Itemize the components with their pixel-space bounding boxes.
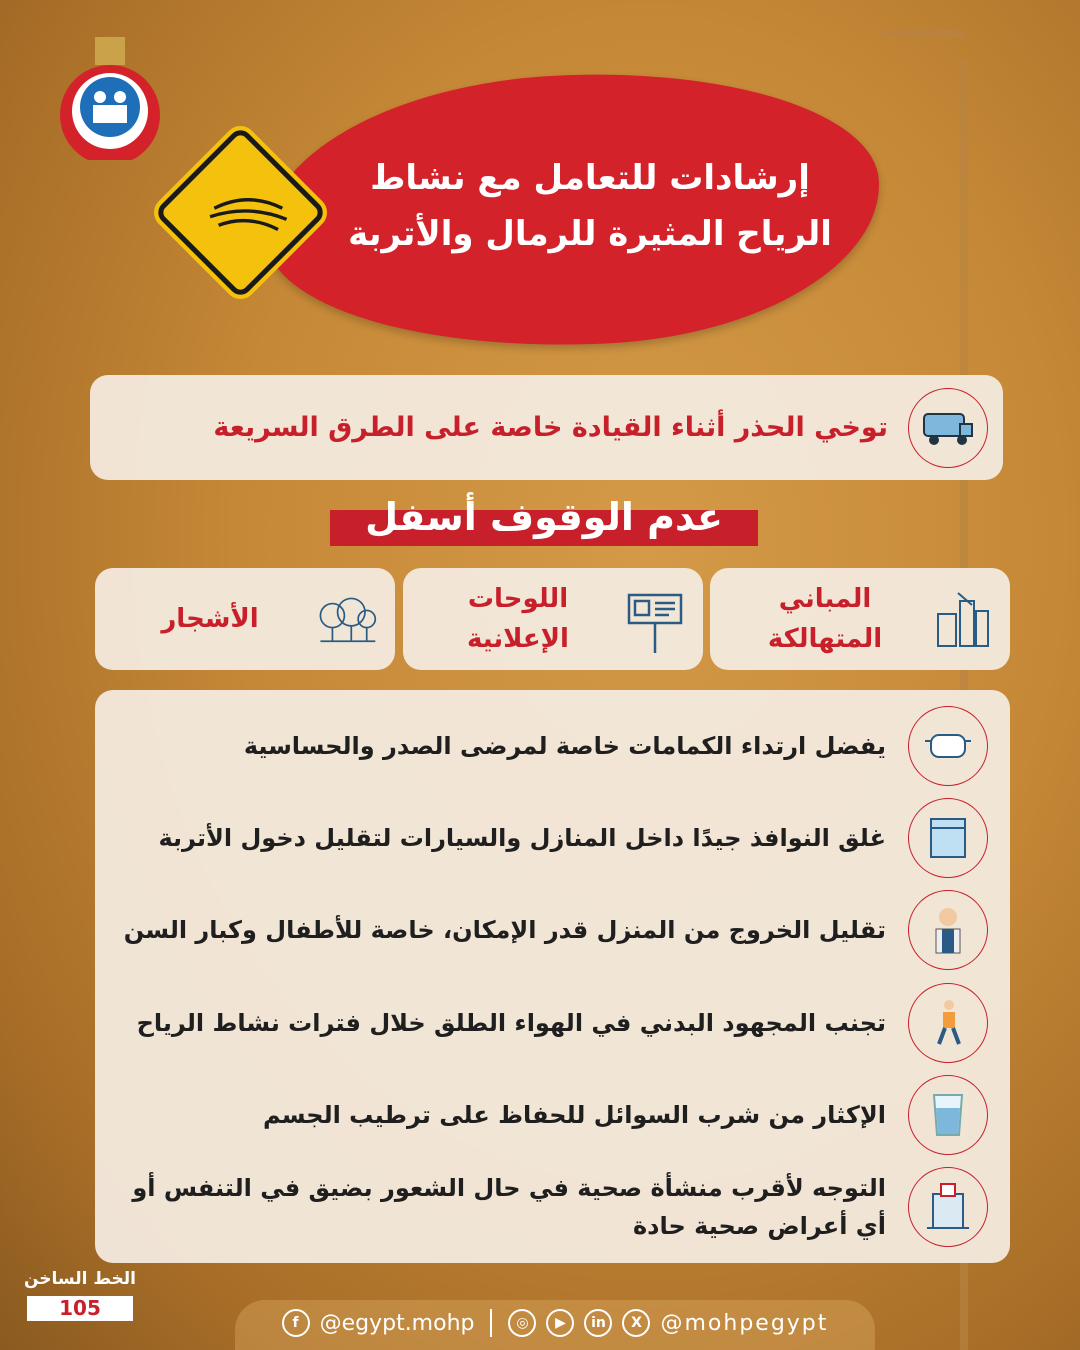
ministry-logo xyxy=(55,35,165,160)
no-standing-buildings xyxy=(710,568,1010,670)
title-line-2: الرياح المثيرة للرمال والأتربة xyxy=(348,214,832,254)
hospital-icon xyxy=(908,1167,988,1247)
street-lamp-arm xyxy=(880,30,965,38)
driving-card xyxy=(90,375,1003,480)
label-line-1: الأشجار xyxy=(161,604,259,634)
no-standing-trees xyxy=(95,568,395,670)
walking-icon xyxy=(908,983,988,1063)
tip-text: الإكثار من شرب السوائل للحفاظ على ترطيب الجسم xyxy=(263,1100,886,1129)
tip-text: يفضل ارتداء الكمامات خاصة لمرضى الصدر والحساسية xyxy=(243,732,886,760)
elderly-icon xyxy=(908,890,988,970)
page-title xyxy=(315,150,865,262)
linkedin-icon[interactable]: in xyxy=(584,1309,612,1337)
tip-text: التوجه لأقرب منشأة صحية في حال الشعور بضيق في التنفس أو أي أعراض صحية حادة xyxy=(132,1173,886,1240)
facebook-handle[interactable]: @egypt.mohp xyxy=(319,1310,475,1336)
buildings-icon xyxy=(932,589,992,649)
label-line-1: المباني xyxy=(778,584,872,614)
water-glass-icon xyxy=(908,1075,988,1155)
hotline-label: الخط الساخن xyxy=(23,1269,137,1289)
driving-text: توخي الحذر أثناء القيادة خاصة على الطرق السريعة xyxy=(213,411,888,443)
no-standing-billboards xyxy=(403,568,703,670)
tip-item xyxy=(115,888,988,972)
youtube-icon[interactable]: ▶ xyxy=(546,1309,574,1337)
label-line-1: اللوحات xyxy=(467,584,569,614)
instagram-icon[interactable]: ◎ xyxy=(508,1309,536,1337)
social-handle[interactable]: @mohpegypt xyxy=(660,1310,829,1336)
x-icon[interactable]: X xyxy=(622,1309,650,1337)
car-icon xyxy=(908,388,988,468)
tip-text: تقليل الخروج من المنزل قدر الإمكان، خاصة للأطفال وكبار السن xyxy=(123,916,886,945)
window-icon xyxy=(908,798,988,878)
trees-icon xyxy=(317,589,377,649)
social-bar xyxy=(235,1300,875,1350)
mask-icon xyxy=(908,706,988,786)
label-line-2: الإعلانية xyxy=(467,624,569,654)
label-line-2: المتهالكة xyxy=(767,624,883,654)
facebook-icon[interactable]: f xyxy=(282,1309,310,1337)
tip-text: غلق النوافذ جيدًا داخل المنازل والسيارات لتقليل دخول الأتربة xyxy=(158,824,886,853)
tip-item xyxy=(115,796,988,880)
tip-item xyxy=(115,704,988,788)
hotline-number[interactable]: 105 xyxy=(27,1296,133,1321)
divider xyxy=(490,1309,492,1337)
title-line-1: إرشادات للتعامل مع نشاط xyxy=(370,158,810,198)
no-standing-heading: عدم الوقوف أسفل xyxy=(365,495,723,539)
tips-card xyxy=(95,690,1010,1263)
tip-item xyxy=(115,981,988,1065)
billboard-icon xyxy=(625,589,685,649)
tip-item xyxy=(115,1165,988,1249)
tip-item xyxy=(115,1073,988,1157)
tip-text: تجنب المجهود البدني في الهواء الطلق خلال فترات نشاط الرياح xyxy=(136,1008,886,1037)
